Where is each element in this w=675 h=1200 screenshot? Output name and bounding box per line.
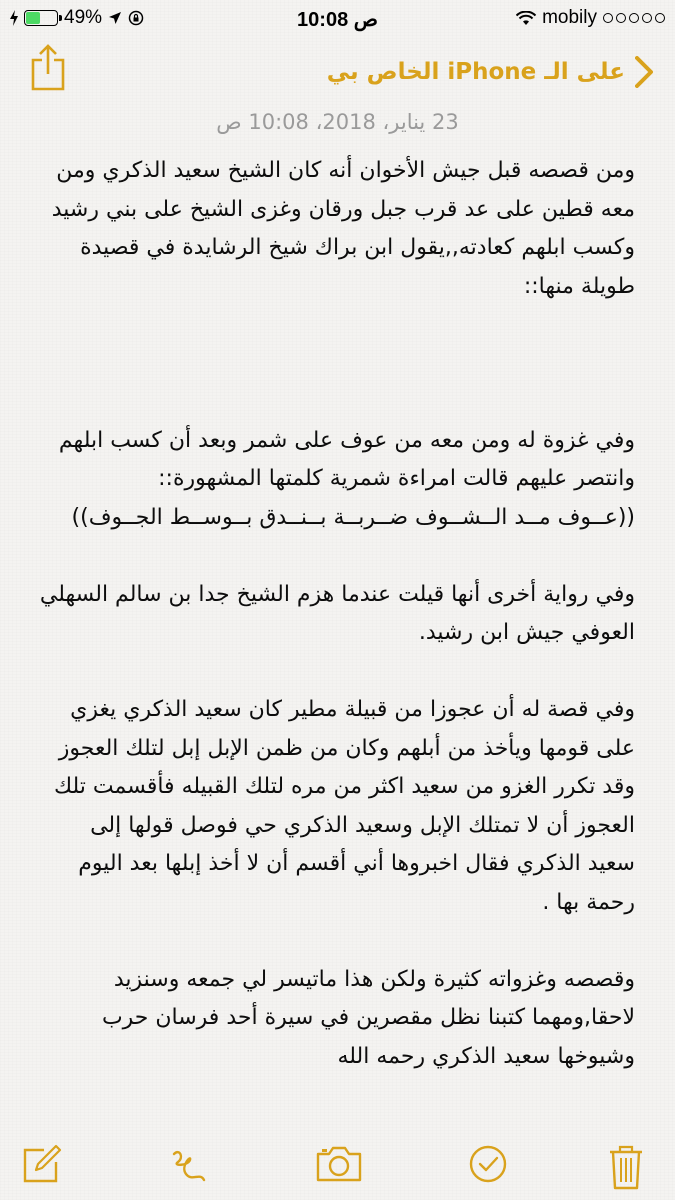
status-right [516,7,665,29]
compose-icon [22,1144,62,1184]
note-body[interactable] [36,152,635,1076]
checklist-icon [468,1144,508,1184]
status-time: 10:08 ص [297,9,378,31]
share-button[interactable] [30,44,66,96]
note-blank-line [36,922,635,961]
note-paragraph: وفي غزوة له ومن معه من عوف على شمر وبعد أن كسب ابلهم وانتصر عليهم قالت امراءة شمرية كلمتها المشهورة:: [58,427,635,491]
navigation-bar [0,40,675,100]
compose-button[interactable] [22,1144,62,1188]
back-button-label: على الـ iPhone الخاص بي [326,59,625,85]
note-date: 23 يناير، 2018، 10:08 ص [216,110,459,134]
chevron-right-icon [635,56,653,88]
note-paragraph: ومن قصصه قبل جيش الأخوان أنه كان الشيخ سعيد الذكري ومن معه قطين على عد قرب جبل ورقان وغزى الشيخ على بني رشيد وكسب ابلهم كعادته,,يقول ابن براك شيخ الرشايدة في قصيدة طويلة منها:: [51,158,635,299]
note-blank-line [36,345,635,384]
carrier-name: mobily [542,7,597,28]
note-paragraph: وقصصه وغزواته كثيرة ولكن هذا ماتيسر لي جمعه وسنزيد لاحقا,ومهما كتبنا نظل مقصرين في سيرة أحد فرسان حرب وشيوخها سعيد الذكري رحمه الله [101,966,635,1069]
note-paragraph: وفي رواية أخرى أنها قيلت عندما هزم الشيخ جدا بن سالم السهلي العوفي جيش ابن رشيد. [39,581,635,645]
status-bar [0,0,675,38]
sketch-icon [170,1144,210,1188]
note-blank-line [36,537,635,576]
delete-button[interactable] [608,1144,644,1194]
signal-strength-icon [603,13,665,23]
camera-icon [315,1144,363,1184]
note-paragraph: وفي قصة له أن عجوزا من قبيلة مطير كان سعيد الذكري يغزي على قومها ويأخذ من أبلهم وكان من ظمن الإبل إبل لتلك العجوز وقد تكرر الغزو من سعيد اكثر من مره لتلك القبيله فأقسمت تلك العجوز أن لا تمتلك الإبل وسعيد الذكري حي فوصل قولها إلى سعيد الذكري فقال اخبروها أني أقسم أن لا أخذ إبلها بعد اليوم رحمة بها . [53,697,635,915]
note-paragraph: ((عــوف مــد الــشــوف ضــربــة بــنــدق بــوســط الجــوف)) [71,504,635,530]
note-blank-line [36,653,635,692]
note-blank-line [36,383,635,422]
note-blank-line [36,306,635,345]
sketch-button[interactable] [170,1144,210,1192]
trash-icon [608,1144,644,1190]
battery-percent: 49% [64,7,103,28]
share-icon [30,44,66,92]
wifi-icon [516,11,536,26]
bottom-toolbar [0,1130,675,1200]
camera-button[interactable] [315,1144,363,1188]
back-button[interactable] [327,56,653,88]
checklist-button[interactable] [468,1144,508,1188]
